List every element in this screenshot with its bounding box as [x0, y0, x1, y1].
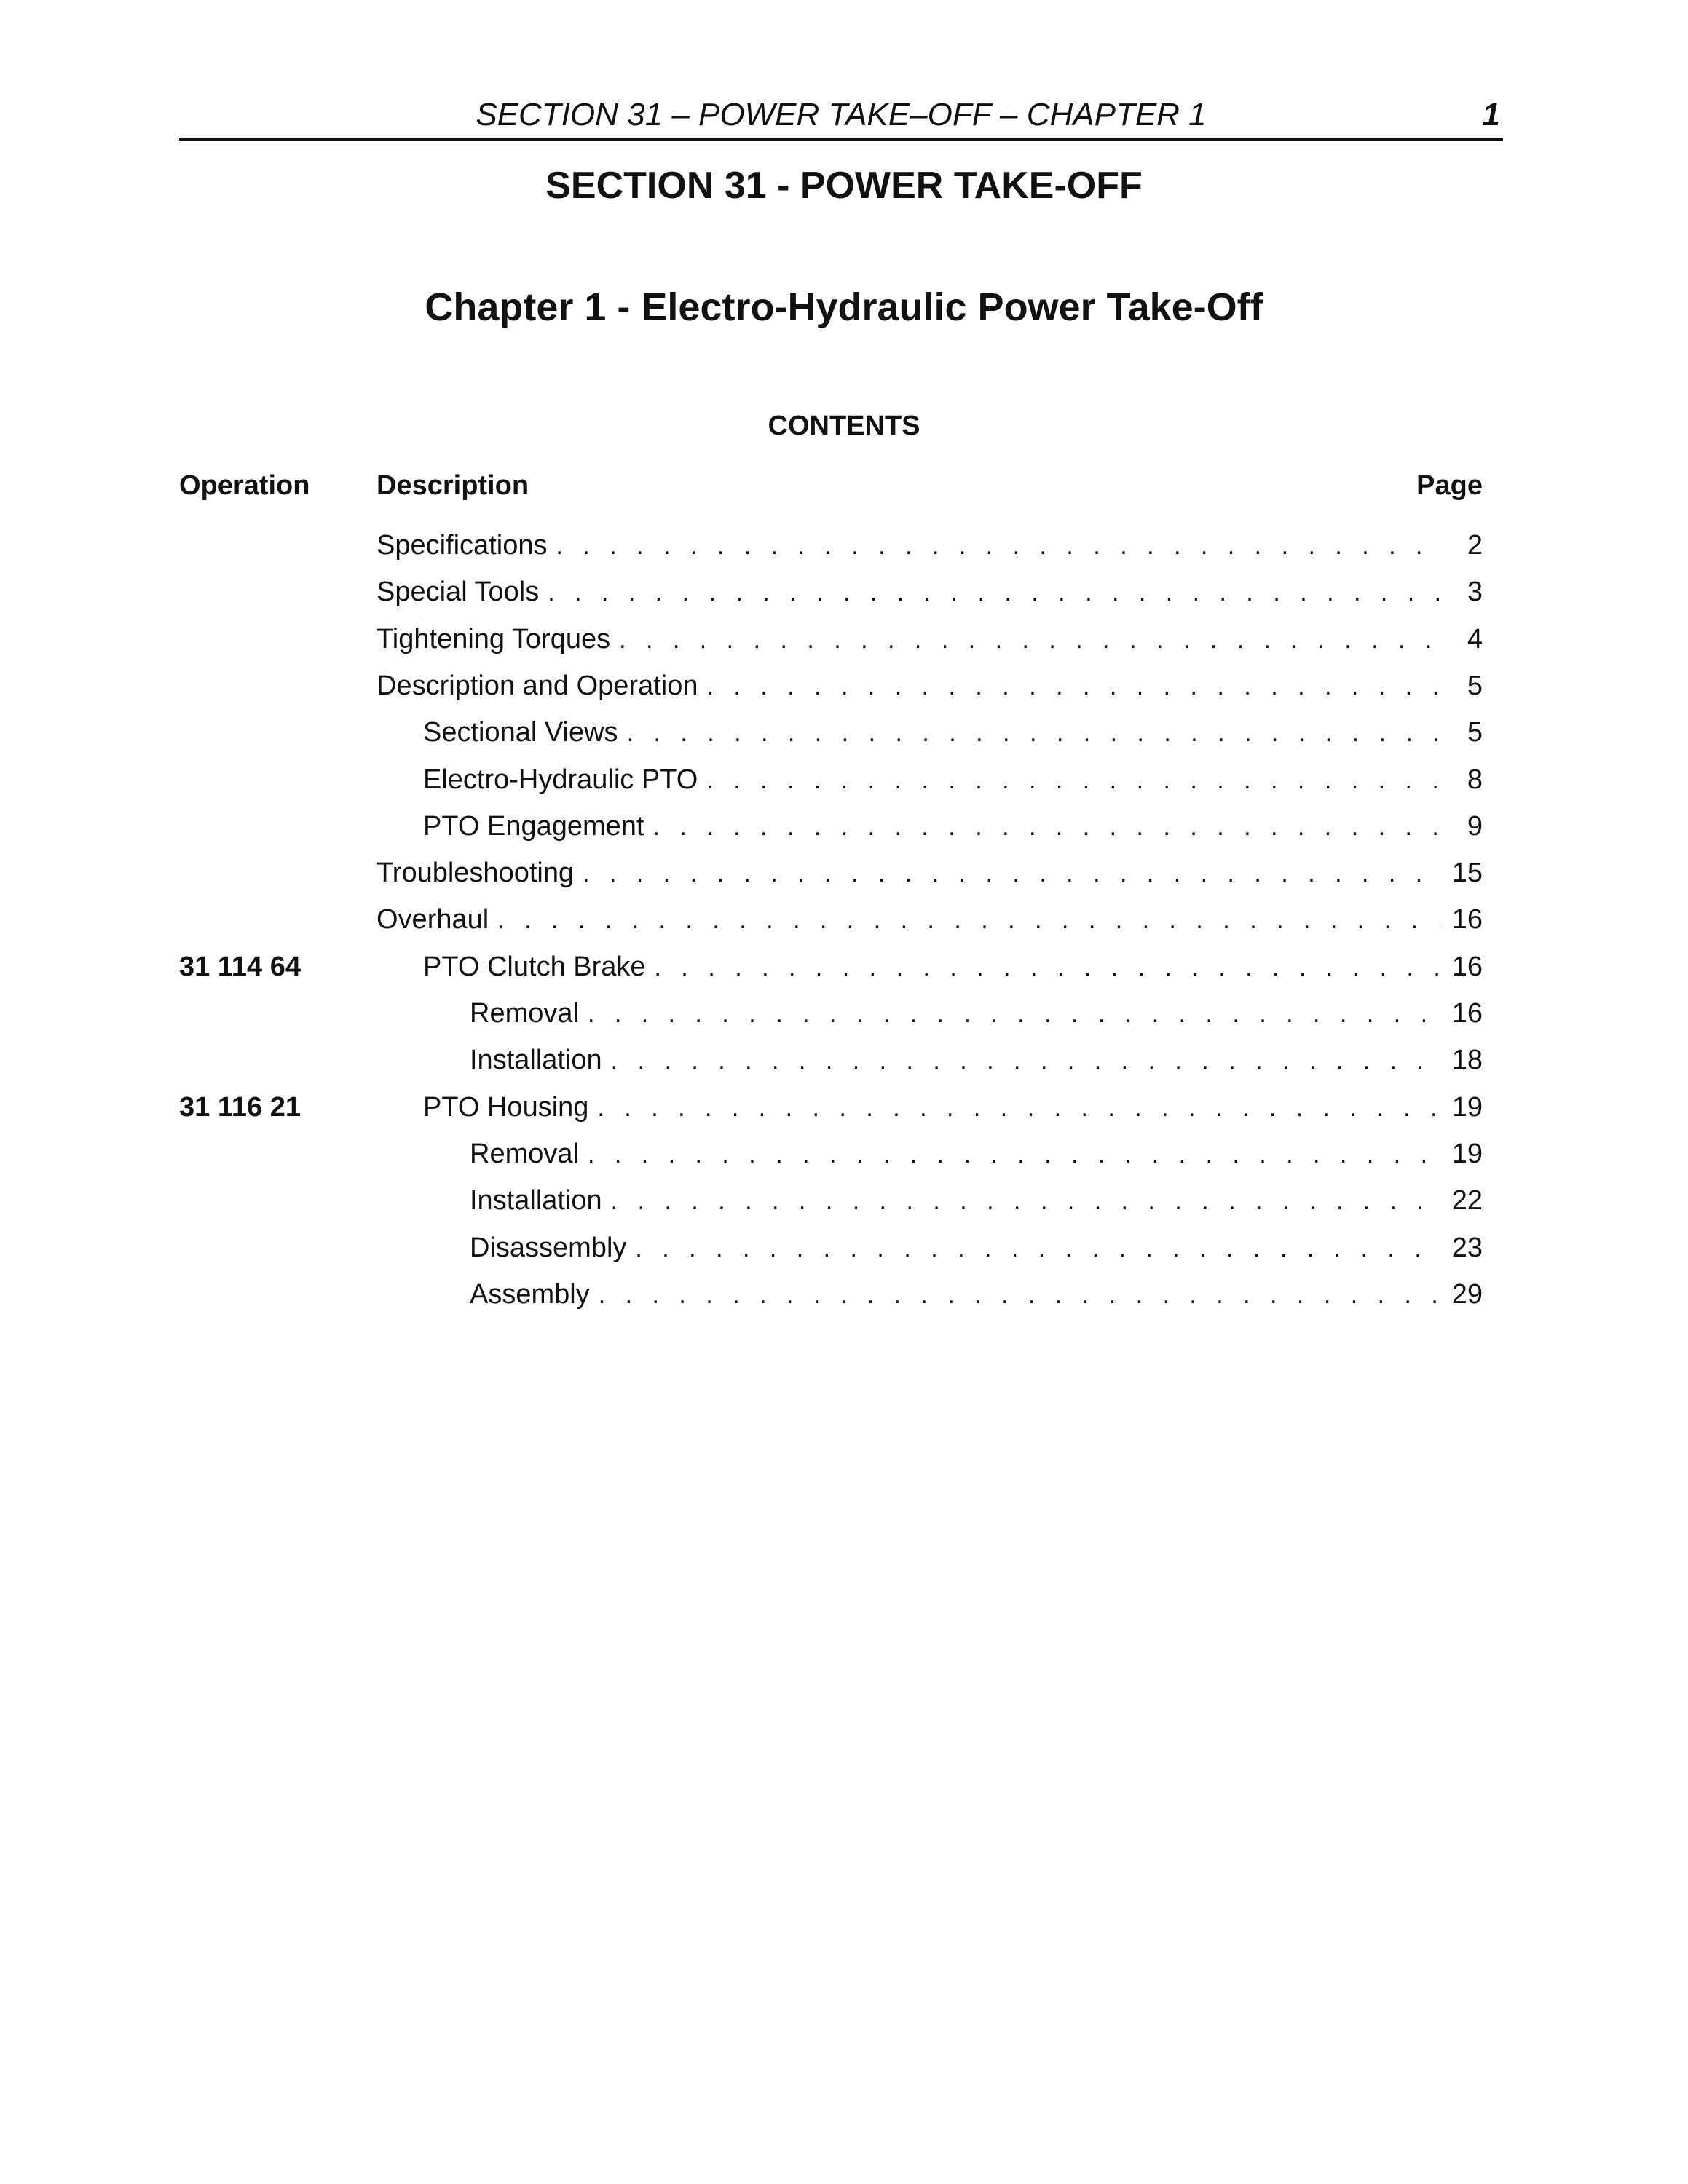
toc-operation-code: 31 114 64 [179, 951, 301, 982]
toc-entry [470, 995, 1483, 1032]
toc-entry [423, 949, 1483, 986]
toc-row [0, 1276, 1688, 1313]
toc-operation-code: 31 116 21 [179, 1092, 301, 1123]
toc-entry-title: Special Tools [376, 577, 540, 607]
dot-leader [588, 996, 1440, 1032]
toc-page-number: 5 [1467, 717, 1483, 748]
toc-entry-title: Disassembly [470, 1233, 627, 1263]
dot-leader [611, 1183, 1440, 1219]
toc-entry [376, 901, 1483, 938]
page-number: 1 [1482, 97, 1500, 132]
toc-entry-title: Troubleshooting [376, 858, 575, 888]
toc-page-number: 19 [1451, 1092, 1483, 1123]
toc-page-number: 19 [1451, 1139, 1483, 1169]
toc-page-number: 5 [1467, 670, 1483, 701]
toc-entry [423, 761, 1483, 799]
toc-entry-title: Installation [470, 1045, 602, 1075]
toc-row [0, 1182, 1688, 1219]
toc-page-number: 29 [1451, 1279, 1483, 1310]
toc-entry-title: Installation [470, 1185, 602, 1216]
toc-entry-title: PTO Housing [423, 1092, 589, 1123]
toc-entry [423, 1089, 1483, 1126]
section-title: SECTION 31 - POWER TAKE-OFF [545, 165, 1143, 207]
toc-page-number: 16 [1451, 998, 1483, 1029]
toc-row [0, 808, 1688, 844]
toc-row [0, 855, 1688, 891]
dot-leader [652, 809, 1440, 845]
dot-leader [583, 855, 1440, 892]
toc-entry [470, 1136, 1483, 1173]
toc-entry-title: Assembly [470, 1279, 590, 1310]
toc-page-number: 8 [1467, 764, 1483, 795]
toc-entry-title: Electro-Hydraulic PTO [423, 764, 698, 795]
toc-page-number: 9 [1467, 811, 1483, 842]
dot-leader [655, 949, 1440, 986]
toc-page-number: 3 [1467, 577, 1483, 607]
dot-leader [635, 1230, 1440, 1267]
toc-row [0, 714, 1688, 751]
description-column-header: Description [376, 470, 529, 501]
toc-page-number: 23 [1451, 1233, 1483, 1263]
toc-entry [423, 714, 1483, 751]
toc-row [0, 995, 1688, 1032]
toc-row [0, 574, 1688, 610]
toc-entry [376, 574, 1483, 611]
page-column-header: Page [1416, 470, 1483, 501]
toc-row [0, 949, 1688, 985]
toc-entry-title: PTO Clutch Brake [423, 951, 646, 982]
toc-row [0, 901, 1688, 938]
toc-entry-title: PTO Engagement [423, 811, 644, 842]
dot-leader [627, 715, 1440, 751]
toc-page-number: 22 [1451, 1185, 1483, 1216]
toc-entry-title: Removal [470, 1139, 579, 1169]
running-header [179, 93, 1503, 141]
toc-entry [470, 1182, 1483, 1219]
operation-column-header: Operation [179, 470, 310, 501]
toc-entry [376, 668, 1483, 705]
toc-row [0, 1042, 1688, 1078]
toc-page-number: 15 [1451, 858, 1483, 888]
dot-leader [597, 1090, 1440, 1126]
toc-entry-title: Specifications [376, 530, 548, 561]
dot-leader [497, 902, 1440, 938]
running-title: SECTION 31 – POWER TAKE–OFF – CHAPTER 1 [476, 97, 1207, 132]
toc-entry [376, 621, 1483, 658]
toc-page-number: 2 [1467, 530, 1483, 561]
contents-title: CONTENTS [768, 411, 920, 441]
dot-leader [706, 668, 1440, 705]
toc-page-number: 16 [1451, 904, 1483, 935]
toc-row [0, 761, 1688, 798]
toc-entry [470, 1276, 1483, 1313]
toc-row [0, 668, 1688, 704]
toc-row [0, 1230, 1688, 1266]
toc-row [0, 1136, 1688, 1172]
toc-entry-title: Sectional Views [423, 717, 618, 748]
toc-page-number: 16 [1451, 951, 1483, 982]
dot-leader [599, 1277, 1440, 1313]
dot-leader [611, 1042, 1440, 1079]
toc-page-number: 18 [1451, 1045, 1483, 1075]
toc-page-number: 4 [1467, 624, 1483, 654]
toc-entry-title: Removal [470, 998, 579, 1029]
toc-entry [376, 527, 1483, 564]
dot-leader [588, 1136, 1440, 1173]
dot-leader [706, 762, 1440, 799]
toc-entry [376, 855, 1483, 892]
toc-entry-title: Tightening Torques [376, 624, 611, 654]
toc-entry [423, 808, 1483, 845]
toc-row [0, 1089, 1688, 1125]
toc-row [0, 621, 1688, 657]
dot-leader [548, 574, 1440, 611]
toc-entry-title: Overhaul [376, 904, 489, 935]
toc-entry [470, 1042, 1483, 1079]
toc-row [0, 527, 1688, 563]
dot-leader [556, 528, 1440, 564]
dot-leader [619, 622, 1440, 658]
toc-entry [470, 1230, 1483, 1267]
chapter-title: Chapter 1 - Electro-Hydraulic Power Take-Off [425, 285, 1263, 329]
toc-entry-title: Description and Operation [376, 670, 698, 701]
